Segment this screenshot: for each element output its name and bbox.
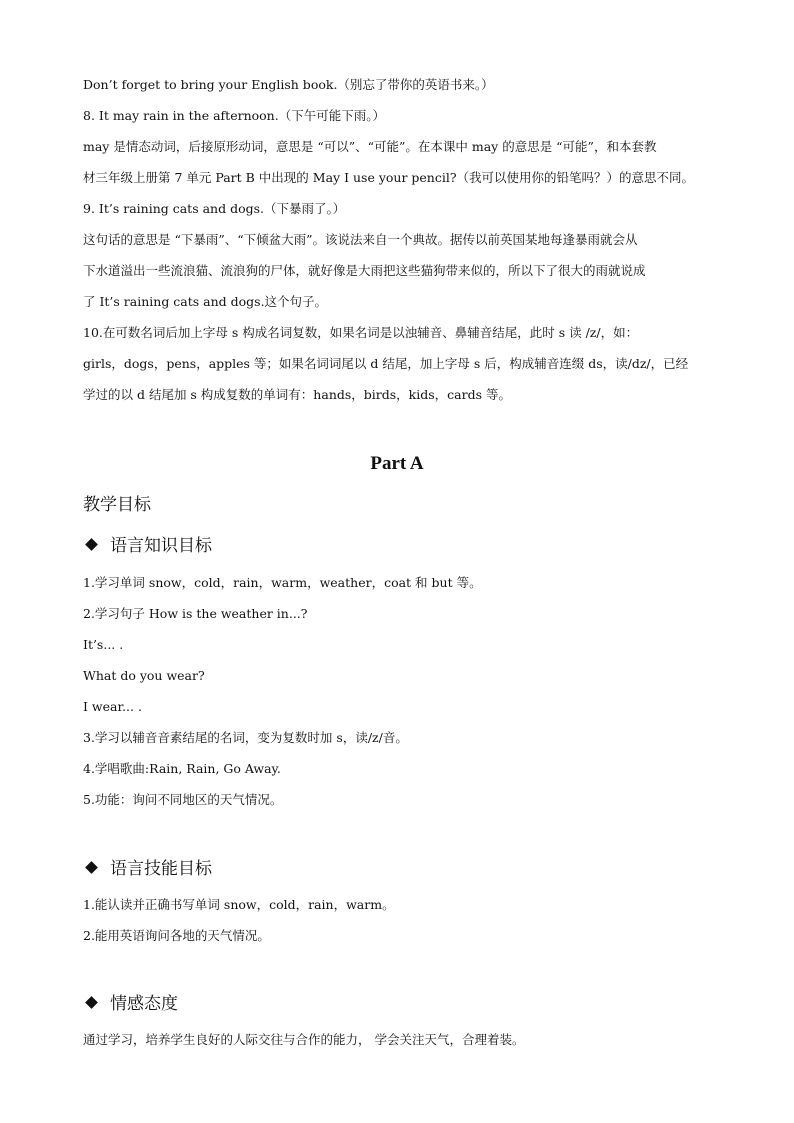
note-line-11: 学过的以 d 结尾加 s 构成复数的单词有：hands，birds，kids，cards 等。 xyxy=(83,387,511,402)
knowledge-item-3: 3.学习以辅音音素结尾的名词，变为复数时加 s，读/z/音。 xyxy=(83,730,408,745)
knowledge-item-2c: I wear... . xyxy=(83,699,142,714)
part-title: Part A xyxy=(370,453,424,474)
attitude-heading-text: 情感态度 xyxy=(110,994,178,1014)
note-line-7: 下水道溢出一些流浪猫、流浪狗的尸体，就好像是大雨把这些猫狗带来似的，所以下了很大的雨就说成 xyxy=(83,263,646,278)
skills-heading xyxy=(83,858,212,880)
note-line-6: 这句话的意思是 “下暴雨”、“下倾盆大雨”。该说法来自一个典故。据传以前英国某地每逢暴雨就会从 xyxy=(83,232,638,247)
knowledge-item-1: 1.学习单词 snow，cold，rain，warm，weather，coat 和 but 等。 xyxy=(83,575,482,590)
note-line-2: 8. It may rain in the afternoon.（下午可能下雨。） xyxy=(83,108,385,123)
note-line-8: 了 It’s raining cats and dogs.这个句子。 xyxy=(83,294,328,309)
note-line-10: girls，dogs，pens，apples 等；如果名词词尾以 d 结尾，加上字母 s 后，构成辅音连缀 ds，读/dz/，已经 xyxy=(83,356,689,371)
knowledge-item-2b: What do you wear? xyxy=(83,668,205,683)
knowledge-heading xyxy=(83,535,212,557)
knowledge-item-5: 5.功能：询问不同地区的天气情况。 xyxy=(83,792,283,807)
knowledge-item-2: 2.学习句子 How is the weather in...? xyxy=(83,606,308,621)
skills-item-1: 1.能认读并正确书写单词 snow，cold，rain，warm。 xyxy=(83,897,395,912)
diamond-bullet-icon xyxy=(85,861,98,874)
knowledge-item-2a: It’s... . xyxy=(83,637,124,652)
skills-item-2: 2.能用英语询问各地的天气情况。 xyxy=(83,928,270,943)
note-line-1: Don’t forget to bring your English book.（别忘了带你的英语书来。） xyxy=(83,77,494,92)
knowledge-item-4: 4.学唱歌曲:Rain, Rain, Go Away. xyxy=(83,761,281,776)
note-line-5: 9. It’s raining cats and dogs.（下暴雨了。） xyxy=(83,201,346,216)
diamond-bullet-icon xyxy=(85,538,98,551)
attitude-item-1: 通过学习，培养学生良好的人际交往与合作的能力， 学会关注天气，合理着装。 xyxy=(83,1032,525,1047)
teaching-goals-heading: 教学目标 xyxy=(83,495,151,515)
note-line-4: 材三年级上册第 7 单元 Part B 中出现的 May I use your pencil?（我可以使用你的铅笔吗？）的意思不同。 xyxy=(83,170,695,185)
knowledge-heading-text: 语言知识目标 xyxy=(110,536,212,556)
note-line-3: may 是情态动词，后接原形动词，意思是 “可以”、“可能”。在本课中 may 的意思是 “可能”，和本套教 xyxy=(83,139,657,154)
skills-heading-text: 语言技能目标 xyxy=(110,859,212,879)
note-line-9: 10.在可数名词后加上字母 s 构成名词复数，如果名词是以浊辅音、鼻辅音结尾，此时 s 读 /z/，如： xyxy=(83,325,639,340)
diamond-bullet-icon xyxy=(85,996,98,1009)
attitude-heading xyxy=(83,993,178,1015)
